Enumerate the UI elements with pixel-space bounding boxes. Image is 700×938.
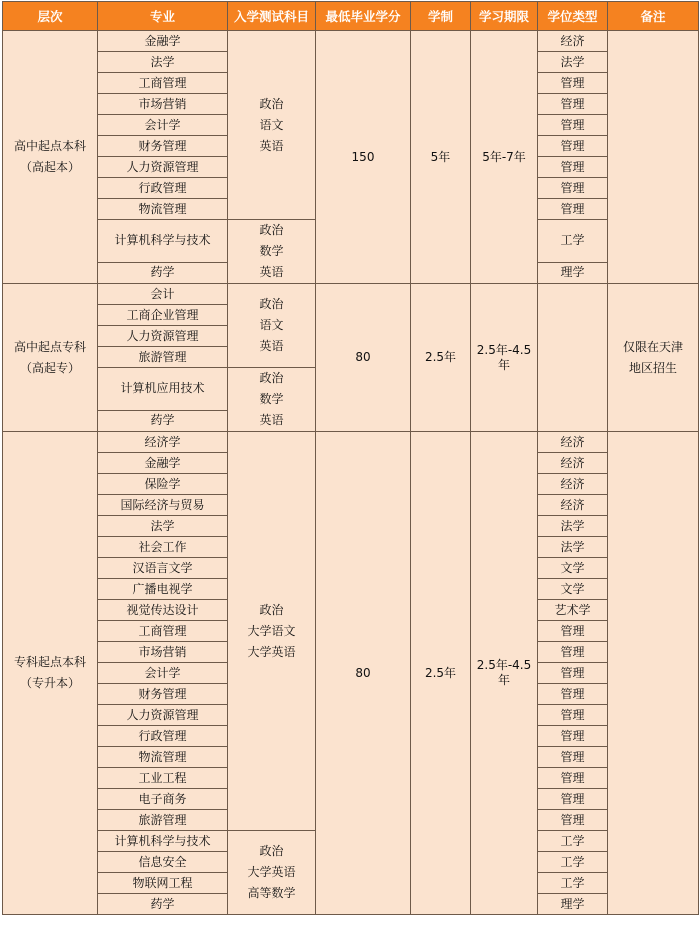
major-cell: 行政管理 — [98, 726, 228, 747]
major-cell: 视觉传达设计 — [98, 600, 228, 621]
subjects-cell: 政治 数学 英语 — [228, 220, 316, 284]
major-cell: 会计 — [98, 284, 228, 305]
major-cell: 金融学 — [98, 453, 228, 474]
major-cell: 财务管理 — [98, 684, 228, 705]
major-cell: 法学 — [98, 52, 228, 73]
major-cell: 广播电视学 — [98, 579, 228, 600]
major-cell: 社会工作 — [98, 537, 228, 558]
major-cell: 物流管理 — [98, 199, 228, 220]
major-cell: 市场营销 — [98, 642, 228, 663]
level-cell: 高中起点专科 （高起专） — [3, 284, 98, 432]
period-cell: 2.5年-4.5年 — [471, 432, 538, 915]
degree-cell: 工学 — [538, 852, 608, 873]
note-cell — [608, 31, 699, 284]
major-cell: 财务管理 — [98, 136, 228, 157]
major-cell: 工商管理 — [98, 621, 228, 642]
credits-cell: 80 — [316, 284, 411, 432]
major-cell: 人力资源管理 — [98, 705, 228, 726]
period-cell: 2.5年-4.5年 — [471, 284, 538, 432]
degree-cell: 管理 — [538, 747, 608, 768]
degree-cell: 经济 — [538, 495, 608, 516]
major-cell: 物联网工程 — [98, 873, 228, 894]
degree-cell: 管理 — [538, 768, 608, 789]
degree-cell: 管理 — [538, 94, 608, 115]
major-cell: 市场营销 — [98, 94, 228, 115]
years-cell: 2.5年 — [411, 432, 471, 915]
major-cell: 药学 — [98, 262, 228, 283]
note-cell — [608, 432, 699, 915]
degree-cell: 经济 — [538, 432, 608, 453]
major-cell: 国际经济与贸易 — [98, 495, 228, 516]
major-cell: 行政管理 — [98, 178, 228, 199]
subjects-cell: 政治 大学语文 大学英语 — [228, 432, 316, 831]
major-cell: 计算机应用技术 — [98, 368, 228, 411]
years-cell: 5年 — [411, 31, 471, 284]
major-cell: 会计学 — [98, 663, 228, 684]
degree-cell: 管理 — [538, 789, 608, 810]
subjects-cell: 政治 语文 英语 — [228, 31, 316, 220]
major-cell: 旅游管理 — [98, 810, 228, 831]
major-cell: 药学 — [98, 410, 228, 431]
table-row — [3, 31, 699, 52]
degree-cell: 艺术学 — [538, 600, 608, 621]
header-credits: 最低毕业学分 — [316, 2, 411, 31]
major-cell: 旅游管理 — [98, 347, 228, 368]
degree-cell: 文学 — [538, 558, 608, 579]
degree-cell: 管理 — [538, 684, 608, 705]
credits-cell: 80 — [316, 432, 411, 915]
degree-cell: 理学 — [538, 262, 608, 283]
subjects-cell: 政治 语文 英语 — [228, 284, 316, 368]
header-period: 学习期限 — [471, 2, 538, 31]
subjects-cell: 政治 数学 英语 — [228, 368, 316, 432]
major-cell: 电子商务 — [98, 789, 228, 810]
degree-cell: 经济 — [538, 474, 608, 495]
major-cell: 法学 — [98, 516, 228, 537]
major-cell: 药学 — [98, 894, 228, 915]
header-subjects: 入学测试科目 — [228, 2, 316, 31]
note-cell: 仅限在天津地区招生 — [608, 284, 699, 432]
major-cell: 计算机科学与技术 — [98, 220, 228, 263]
degree-cell: 文学 — [538, 579, 608, 600]
major-cell: 工商管理 — [98, 73, 228, 94]
subjects-cell: 政治 大学英语 高等数学 — [228, 831, 316, 915]
major-cell: 保险学 — [98, 474, 228, 495]
degree-cell: 法学 — [538, 537, 608, 558]
degree-cell: 工学 — [538, 831, 608, 852]
header-years: 学制 — [411, 2, 471, 31]
major-cell: 物流管理 — [98, 747, 228, 768]
degree-cell: 管理 — [538, 705, 608, 726]
degree-cell: 管理 — [538, 115, 608, 136]
major-cell: 人力资源管理 — [98, 326, 228, 347]
degree-cell: 法学 — [538, 516, 608, 537]
header-major: 专业 — [98, 2, 228, 31]
degree-cell: 经济 — [538, 31, 608, 52]
degree-cell: 管理 — [538, 199, 608, 220]
period-cell: 5年-7年 — [471, 31, 538, 284]
degree-cell: 工学 — [538, 220, 608, 263]
major-cell: 金融学 — [98, 31, 228, 52]
program-table — [2, 1, 699, 915]
degree-cell: 管理 — [538, 810, 608, 831]
degree-cell: 管理 — [538, 136, 608, 157]
major-cell: 人力资源管理 — [98, 157, 228, 178]
header-level: 层次 — [3, 2, 98, 31]
major-cell: 工商企业管理 — [98, 305, 228, 326]
header-degree: 学位类型 — [538, 2, 608, 31]
major-cell: 经济学 — [98, 432, 228, 453]
degree-cell: 管理 — [538, 726, 608, 747]
degree-cell: 管理 — [538, 73, 608, 94]
major-cell: 计算机科学与技术 — [98, 831, 228, 852]
major-cell: 汉语言文学 — [98, 558, 228, 579]
degree-cell: 理学 — [538, 894, 608, 915]
degree-cell: 管理 — [538, 621, 608, 642]
table-row — [3, 432, 699, 453]
header-row — [3, 2, 699, 31]
header-note: 备注 — [608, 2, 699, 31]
degree-cell: 法学 — [538, 52, 608, 73]
degree-cell: 管理 — [538, 178, 608, 199]
major-cell: 信息安全 — [98, 852, 228, 873]
degree-cell: 管理 — [538, 642, 608, 663]
level-cell: 专科起点本科 （专升本） — [3, 432, 98, 915]
major-cell: 会计学 — [98, 115, 228, 136]
credits-cell: 150 — [316, 31, 411, 284]
degree-cell: 工学 — [538, 873, 608, 894]
major-cell: 工业工程 — [98, 768, 228, 789]
years-cell: 2.5年 — [411, 284, 471, 432]
degree-cell — [538, 284, 608, 432]
table-row — [3, 284, 699, 305]
degree-cell: 管理 — [538, 157, 608, 178]
level-cell: 高中起点本科 （高起本） — [3, 31, 98, 284]
degree-cell: 经济 — [538, 453, 608, 474]
degree-cell: 管理 — [538, 663, 608, 684]
